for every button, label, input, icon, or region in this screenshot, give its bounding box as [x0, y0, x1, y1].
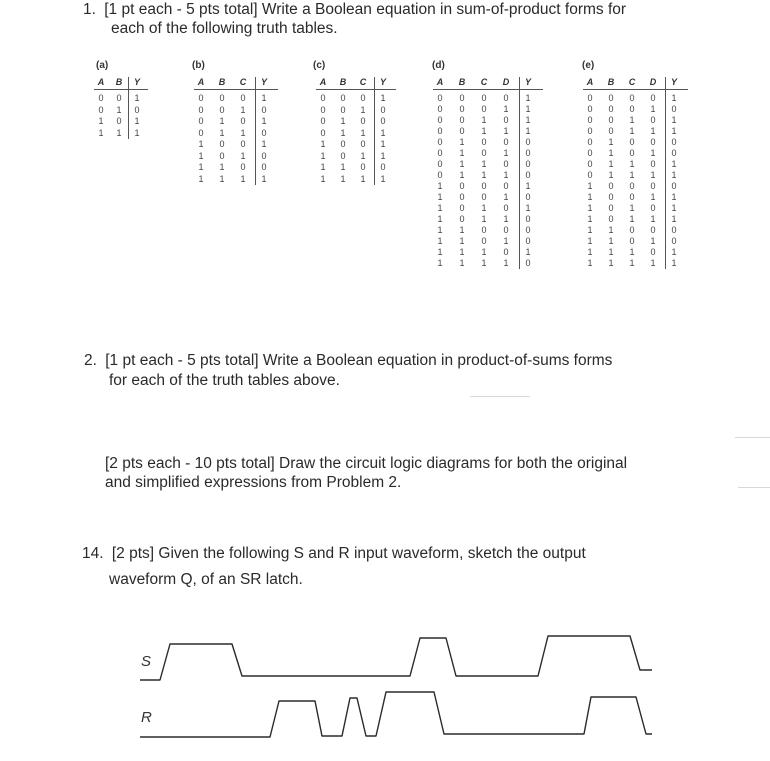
truth-table-cell: 0	[459, 104, 465, 114]
truth-table-cell: 0	[650, 181, 656, 191]
truth-table-cell: 1	[671, 258, 677, 268]
truth-table-cell: 1	[459, 137, 465, 147]
truth-table-cell: 1	[481, 247, 487, 257]
truth-table-cell: 1	[437, 192, 443, 202]
problem-1-text-line2: each of the following truth tables.	[111, 20, 338, 37]
truth-table-cell: 0	[671, 181, 677, 191]
truth-table-cell: 0	[459, 126, 465, 136]
truth-table-cell: 0	[98, 93, 104, 103]
truth-table-cell: 1	[459, 247, 465, 257]
truth-table-cell: 0	[629, 137, 635, 147]
truth-table-cell: 0	[671, 104, 677, 114]
truth-table-cell: 1	[671, 159, 677, 169]
truth-table-cell: 0	[587, 137, 593, 147]
truth-table-label: (c)	[313, 60, 326, 71]
truth-table-cell: 0	[240, 162, 246, 172]
truth-table-cell: 1	[608, 225, 614, 235]
problem-2-text-line2: for each of the truth tables above.	[109, 372, 340, 389]
problem-1-number: 1.	[83, 1, 96, 18]
truth-table-cell: 0	[437, 170, 443, 180]
truth-table-cell: 1	[134, 116, 140, 126]
truth-table-cell: 0	[261, 104, 267, 115]
truth-table-cell: 0	[459, 181, 465, 191]
truth-table-cell: 1	[525, 181, 531, 191]
truth-table-cell: 0	[219, 139, 225, 149]
truth-table-header-cell: Y	[133, 77, 140, 87]
truth-table-cell: 0	[240, 93, 246, 103]
truth-table-cell: 0	[240, 116, 246, 126]
truth-table-cell: 1	[437, 258, 443, 268]
truth-table-cell: 0	[525, 214, 531, 224]
truth-table-cell: 1	[116, 127, 122, 138]
truth-table-cell: 0	[219, 104, 225, 115]
truth-table-cell: 0	[608, 104, 614, 114]
truth-table-cell: 1	[525, 126, 531, 136]
truth-table-cell: 0	[481, 148, 487, 158]
truth-table-header-cell: Y	[670, 77, 677, 87]
truth-table-header-cell: B	[115, 77, 123, 87]
truth-table-cell: 1	[587, 225, 593, 235]
truth-table-cell: 1	[503, 192, 509, 202]
truth-table-cell: 1	[380, 173, 386, 184]
truth-table-cell: 1	[219, 127, 225, 138]
truth-table-cell: 0	[320, 104, 326, 115]
problem-14-number: 14.	[82, 545, 104, 562]
truth-table-cell: 0	[525, 236, 531, 246]
truth-table-cell: 0	[459, 214, 465, 224]
truth-table-label: (d)	[432, 60, 445, 71]
truth-table-cell: 0	[671, 148, 677, 158]
truth-table-cell: 1	[240, 150, 246, 161]
truth-table-cell: 1	[671, 247, 677, 257]
truth-table-cell: 1	[481, 159, 487, 169]
truth-table-header-cell: A	[97, 77, 105, 87]
truth-table-header-cell: D	[502, 77, 510, 87]
truth-table-cell: 1	[98, 127, 104, 138]
truth-table-cell: 1	[481, 115, 487, 125]
truth-table-cell: 0	[629, 192, 635, 202]
truth-table-cell: 1	[671, 115, 677, 125]
truth-table-cell: 1	[650, 236, 656, 246]
truth-table-cell: 0	[650, 247, 656, 257]
truth-table-cell: 1	[459, 258, 465, 268]
truth-table-cell: 0	[481, 93, 487, 103]
truth-table-header-cell: D	[649, 77, 657, 87]
truth-table-cell: 1	[671, 126, 677, 136]
truth-table-cell: 0	[459, 115, 465, 125]
truth-table-cell: 0	[481, 236, 487, 246]
truth-table-header-cell: A	[197, 77, 205, 87]
truth-table-cell: 0	[608, 93, 614, 103]
truth-table-cell: 1	[503, 170, 509, 180]
truth-table-header-cell: A	[586, 77, 594, 87]
truth-table-cell: 0	[340, 104, 346, 115]
truth-table-cell: 0	[340, 93, 346, 103]
truth-table-cell: 0	[437, 104, 443, 114]
truth-table-cell: 1	[340, 173, 346, 184]
truth-table-cell: 0	[459, 203, 465, 213]
truth-table-cell: 1	[320, 139, 326, 149]
truth-table-cell: 1	[437, 247, 443, 257]
truth-table-cell: 1	[650, 258, 656, 268]
truth-table-cell: 1	[503, 236, 509, 246]
r-waveform-label: R	[141, 709, 152, 726]
truth-table-cell: 1	[671, 203, 677, 213]
truth-table-header-cell: C	[239, 77, 247, 87]
truth-table-cell: 0	[650, 115, 656, 125]
truth-table-cell: 0	[503, 181, 509, 191]
truth-table-cell: 0	[629, 181, 635, 191]
truth-table-header-cell: B	[458, 77, 466, 87]
truth-table-cell: 1	[587, 181, 593, 191]
truth-table-cell: 0	[525, 192, 531, 202]
truth-table-cell: 1	[587, 203, 593, 213]
truth-table-cell: 1	[261, 173, 267, 184]
truth-table-cell: 0	[525, 137, 531, 147]
truth-table-cell: 0	[608, 214, 614, 224]
truth-table-cell: 1	[437, 181, 443, 191]
truth-table-cell: 0	[481, 104, 487, 114]
truth-table-cell: 1	[608, 258, 614, 268]
truth-table-header-cell: Y	[524, 77, 531, 87]
truth-table-cell: 0	[671, 225, 677, 235]
truth-table-cell: 1	[437, 236, 443, 246]
truth-table-cell: 0	[198, 116, 204, 126]
truth-table-cell: 1	[525, 115, 531, 125]
problem-3-text-line1: [2 pts each - 10 pts total] Draw the circuit logic diagrams for both the original	[105, 455, 628, 472]
truth-table-cell: 1	[525, 247, 531, 257]
truth-table-cell: 0	[650, 225, 656, 235]
truth-table-label: (b)	[192, 60, 205, 71]
truth-table-cell: 1	[320, 162, 326, 172]
problem-3-text-line2: and simplified expressions from Problem 2.	[105, 474, 402, 491]
truth-table-cell: 0	[240, 139, 246, 149]
truth-table-cell: 1	[608, 137, 614, 147]
truth-table-cell: 0	[320, 127, 326, 138]
truth-table-cell: 1	[608, 170, 614, 180]
truth-table-label: (e)	[582, 60, 595, 71]
truth-table-cell: 1	[629, 115, 635, 125]
truth-table-cell: 0	[503, 247, 509, 257]
truth-table-cell: 1	[116, 104, 122, 115]
truth-table-cell: 1	[503, 258, 509, 268]
truth-table-cell: 1	[503, 104, 509, 114]
truth-table-cell: 1	[219, 162, 225, 172]
truth-table-cell: 0	[629, 93, 635, 103]
truth-table-cell: 0	[261, 162, 267, 172]
truth-table-cell: 1	[134, 127, 140, 138]
truth-table-cell: 1	[608, 148, 614, 158]
truth-table-cell: 1	[503, 126, 509, 136]
truth-table-cell: 1	[437, 225, 443, 235]
s-waveform-label: S	[141, 653, 152, 670]
truth-table-cell: 0	[503, 137, 509, 147]
truth-table-cell: 0	[587, 159, 593, 169]
truth-table-cell: 1	[608, 159, 614, 169]
truth-table-cell: 1	[525, 104, 531, 114]
truth-table-cell: 0	[525, 159, 531, 169]
truth-table-cell: 1	[320, 150, 326, 161]
r-waveform	[140, 692, 652, 737]
truth-table-cell: 0	[340, 139, 346, 149]
truth-table-cell: 1	[459, 148, 465, 158]
truth-table-cell: 1	[380, 127, 386, 138]
truth-table-cell: 1	[629, 126, 635, 136]
truth-table-cell: 0	[459, 192, 465, 202]
truth-table-header-cell: A	[436, 77, 444, 87]
truth-table-cell: 0	[360, 139, 366, 149]
truth-table-cell: 1	[587, 247, 593, 257]
truth-table-cell: 1	[219, 173, 225, 184]
truth-table-cell: 0	[503, 93, 509, 103]
truth-table-cell: 1	[587, 214, 593, 224]
truth-table-cell: 0	[650, 203, 656, 213]
truth-table-cell: 0	[525, 225, 531, 235]
truth-table-cell: 0	[380, 162, 386, 172]
truth-table-cell: 1	[380, 93, 386, 103]
truth-table-cell: 0	[525, 170, 531, 180]
truth-table-cell: 0	[98, 104, 104, 115]
truth-table-cell: 1	[629, 203, 635, 213]
truth-table-cell: 0	[608, 126, 614, 136]
problem-2-text-line1: [1 pt each - 5 pts total] Write a Boolean equation in product-of-sums forms	[105, 352, 613, 369]
truth-table-cell: 1	[629, 170, 635, 180]
truth-table-cell: 0	[459, 93, 465, 103]
problem-2-number: 2.	[84, 352, 97, 369]
truth-table-cell: 1	[525, 203, 531, 213]
truth-table-cell: 0	[340, 150, 346, 161]
truth-table-cell: 0	[650, 137, 656, 147]
truth-table-cell: 1	[360, 150, 366, 161]
truth-table-cell: 0	[587, 93, 593, 103]
truth-table-cell: 1	[650, 170, 656, 180]
truth-table-cell: 1	[437, 203, 443, 213]
problem-14-text-line2: waveform Q, of an SR latch.	[109, 571, 303, 588]
truth-table-cell: 1	[650, 104, 656, 114]
truth-table-cell: 0	[587, 115, 593, 125]
truth-table-cell: 1	[503, 214, 509, 224]
truth-table-cell: 0	[481, 181, 487, 191]
truth-table-cell: 0	[198, 93, 204, 103]
truth-table-cell: 0	[608, 115, 614, 125]
truth-table-cell: 1	[671, 192, 677, 202]
truth-table-cell: 0	[587, 104, 593, 114]
truth-table-cell: 0	[360, 162, 366, 172]
truth-table-cell: 0	[198, 104, 204, 115]
truth-table-cell: 0	[629, 148, 635, 158]
truth-table-cell: 0	[437, 148, 443, 158]
truth-table-cell: 1	[240, 127, 246, 138]
truth-table-cell: 1	[587, 192, 593, 202]
truth-table-cell: 1	[503, 148, 509, 158]
s-waveform	[140, 636, 652, 680]
truth-table-cell: 1	[481, 203, 487, 213]
truth-table-cell: 1	[198, 162, 204, 172]
truth-table-cell: 0	[671, 236, 677, 246]
truth-table-cell: 0	[320, 93, 326, 103]
truth-table-cell: 1	[671, 93, 677, 103]
truth-table-cell: 0	[671, 137, 677, 147]
truth-table-cell: 1	[437, 214, 443, 224]
truth-table-header-cell: B	[339, 77, 347, 87]
truth-table-cell: 1	[261, 93, 267, 103]
truth-table-header-cell: A	[319, 77, 327, 87]
truth-table-cell: 0	[437, 137, 443, 147]
truth-table-header-cell: B	[218, 77, 226, 87]
truth-table-cell: 1	[587, 236, 593, 246]
truth-table-cell: 1	[261, 116, 267, 126]
truth-table-cell: 0	[437, 93, 443, 103]
truth-table-cell: 1	[459, 236, 465, 246]
truth-table-cell: 1	[481, 170, 487, 180]
truth-table-cell: 1	[671, 214, 677, 224]
truth-table-cell: 0	[261, 150, 267, 161]
truth-table-cell: 1	[240, 104, 246, 115]
truth-table-cell: 1	[650, 148, 656, 158]
truth-table-cell: 1	[198, 150, 204, 161]
truth-table-header-cell: C	[628, 77, 636, 87]
truth-table-cell: 0	[437, 115, 443, 125]
truth-table-cell: 1	[360, 104, 366, 115]
truth-table-cell: 0	[360, 93, 366, 103]
truth-table-cell: 0	[116, 116, 122, 126]
truth-table-cell: 0	[380, 116, 386, 126]
truth-table-cell: 1	[650, 214, 656, 224]
truth-table-cell: 1	[481, 214, 487, 224]
truth-table-cell: 1	[629, 159, 635, 169]
truth-table-cell: 1	[525, 93, 531, 103]
truth-table-header-cell: Y	[379, 77, 386, 87]
truth-table-cell: 0	[587, 170, 593, 180]
truth-table-cell: 1	[459, 170, 465, 180]
truth-table-cell: 1	[198, 173, 204, 184]
truth-table-cell: 1	[198, 139, 204, 149]
truth-table-cell: 0	[587, 126, 593, 136]
truth-table-cell: 0	[503, 159, 509, 169]
truth-table-cell: 1	[380, 139, 386, 149]
truth-table-cell: 0	[116, 93, 122, 103]
truth-table-cell: 1	[261, 139, 267, 149]
truth-table-cell: 1	[608, 236, 614, 246]
truth-table-header-cell: C	[359, 77, 367, 87]
truth-table-cell: 1	[608, 247, 614, 257]
truth-table-header-cell: Y	[260, 77, 267, 87]
truth-table-cell: 1	[98, 116, 104, 126]
truth-table-cell: 0	[320, 116, 326, 126]
truth-table-cell: 1	[459, 159, 465, 169]
truth-table-cell: 1	[340, 127, 346, 138]
truth-table-cell: 0	[503, 115, 509, 125]
truth-table-cell: 0	[437, 159, 443, 169]
truth-table-cell: 0	[380, 104, 386, 115]
truth-table-cell: 0	[629, 104, 635, 114]
truth-table-cell: 0	[525, 148, 531, 158]
truth-table-cell: 0	[525, 258, 531, 268]
truth-table-cell: 0	[503, 225, 509, 235]
truth-table-cell: 1	[481, 126, 487, 136]
truth-table-cell: 0	[219, 93, 225, 103]
truth-table-cell: 1	[219, 116, 225, 126]
truth-table-cell: 0	[134, 104, 140, 115]
truth-table-cell: 0	[481, 225, 487, 235]
truth-table-cell: 1	[380, 150, 386, 161]
truth-table-cell: 0	[481, 137, 487, 147]
truth-table-cell: 0	[198, 127, 204, 138]
truth-table-cell: 1	[240, 173, 246, 184]
truth-table-cell: 1	[340, 116, 346, 126]
truth-table-cell: 0	[650, 159, 656, 169]
truth-table-cell: 1	[650, 126, 656, 136]
truth-table-cell: 0	[629, 225, 635, 235]
problem-1-text-line1: [1 pt each - 5 pts total] Write a Boolean equation in sum-of-product forms for	[104, 1, 627, 18]
truth-table-cell: 0	[608, 203, 614, 213]
truth-table-cell: 0	[608, 192, 614, 202]
truth-table-cell: 0	[629, 236, 635, 246]
truth-table-cell: 1	[340, 162, 346, 172]
truth-table-cell: 1	[134, 93, 140, 103]
truth-table-cell: 1	[629, 247, 635, 257]
truth-table-cell: 0	[481, 192, 487, 202]
truth-table-cell: 1	[629, 258, 635, 268]
truth-table-cell: 0	[503, 203, 509, 213]
truth-table-header-cell: C	[480, 77, 488, 87]
truth-table-cell: 0	[650, 93, 656, 103]
truth-table-cell: 0	[360, 116, 366, 126]
truth-table-cell: 1	[360, 127, 366, 138]
truth-table-cell: 1	[320, 173, 326, 184]
truth-table-cell: 0	[437, 126, 443, 136]
problem-14-text-line1: [2 pts] Given the following S and R input waveform, sketch the output	[111, 545, 586, 562]
truth-table-cell: 1	[650, 192, 656, 202]
truth-table-cell: 0	[219, 150, 225, 161]
truth-table-cell: 0	[261, 127, 267, 138]
truth-table-cell: 1	[671, 170, 677, 180]
truth-table-label: (a)	[96, 60, 109, 71]
truth-table-cell: 1	[629, 214, 635, 224]
truth-table-cell: 1	[459, 225, 465, 235]
truth-table-cell: 0	[608, 181, 614, 191]
truth-table-cell: 1	[481, 258, 487, 268]
truth-table-cell: 1	[360, 173, 366, 184]
truth-table-cell: 0	[587, 148, 593, 158]
truth-table-cell: 1	[587, 258, 593, 268]
truth-table-header-cell: B	[607, 77, 615, 87]
